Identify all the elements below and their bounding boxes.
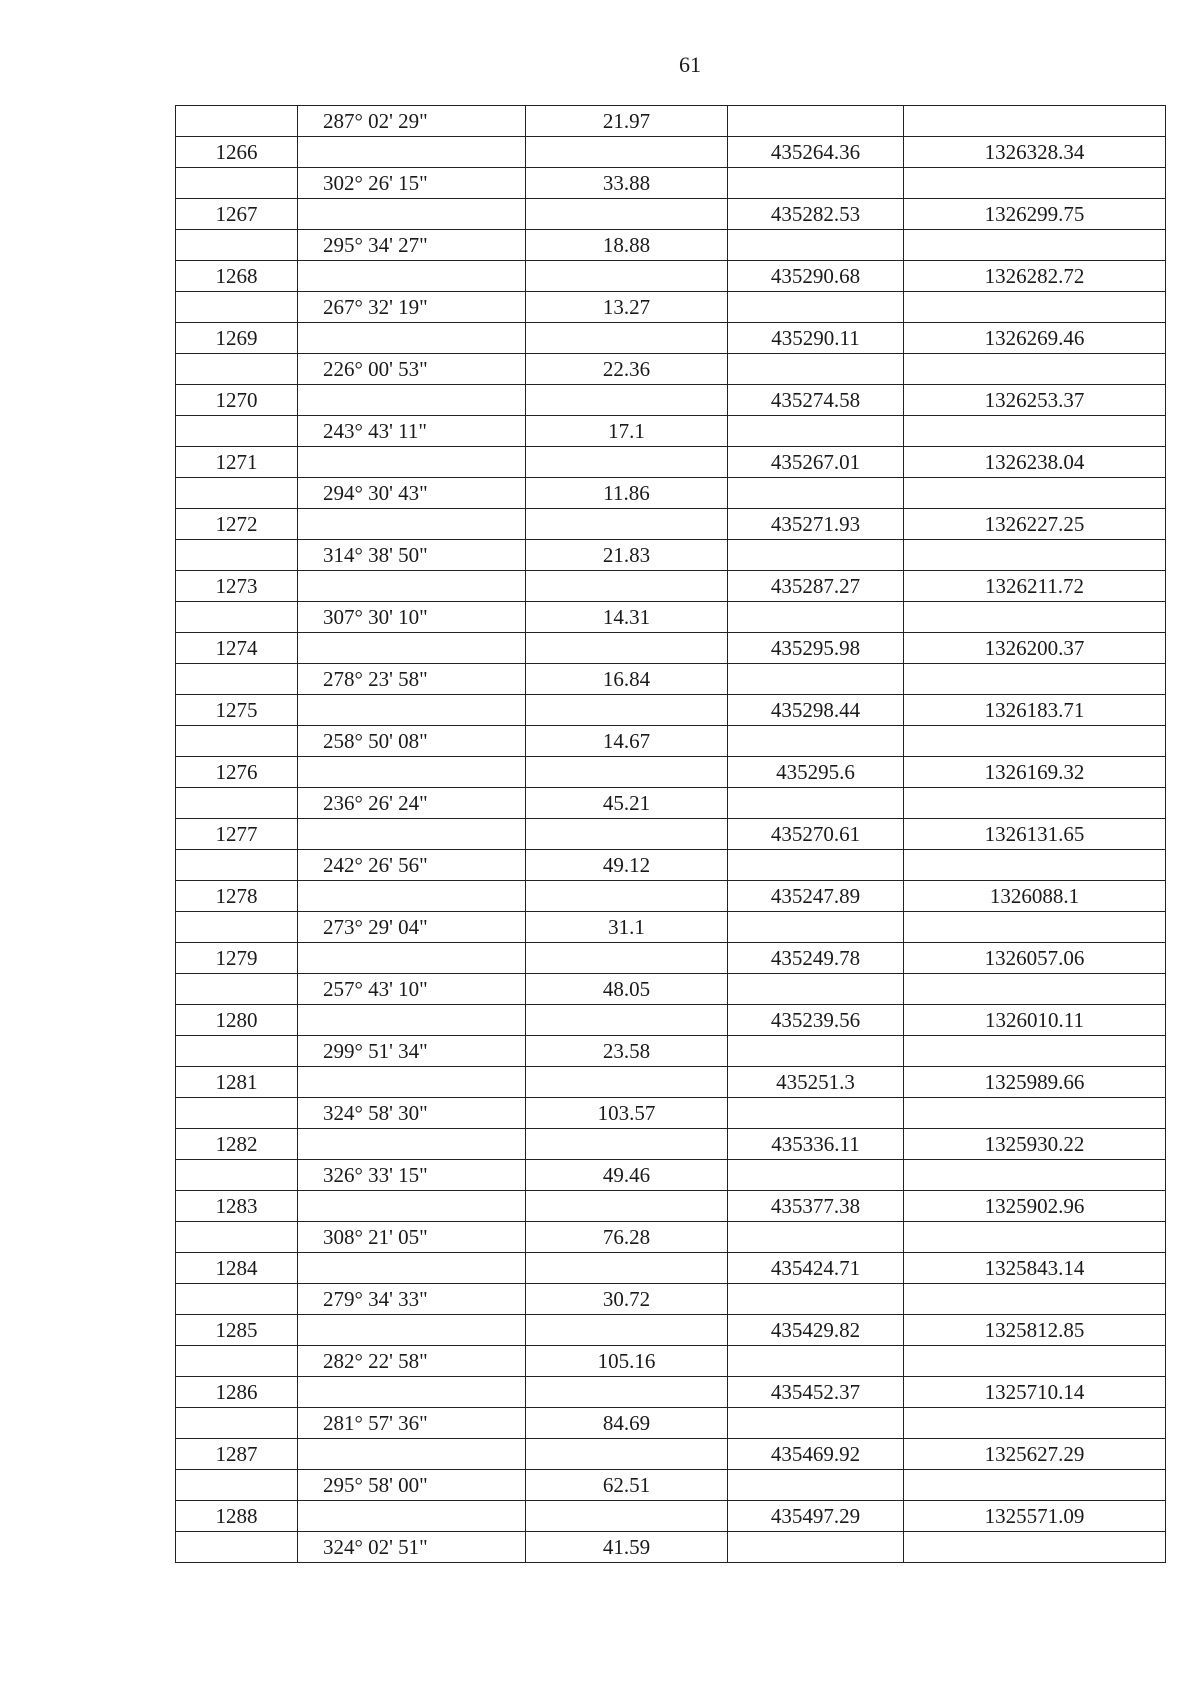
northing-cell: 435424.71: [728, 1253, 904, 1284]
easting-cell: 1326169.32: [904, 757, 1166, 788]
point-id-cell: 1266: [176, 137, 298, 168]
distance-cell: 103.57: [526, 1098, 728, 1129]
northing-cell: 435270.61: [728, 819, 904, 850]
bearing-cell: 302° 26' 15": [298, 168, 526, 199]
point-id-cell: 1280: [176, 1005, 298, 1036]
distance-cell: 14.67: [526, 726, 728, 757]
point-id-cell: 1278: [176, 881, 298, 912]
northing-cell: 435247.89: [728, 881, 904, 912]
empty-cell: [298, 943, 526, 974]
empty-cell: [298, 1191, 526, 1222]
empty-cell: [728, 1098, 904, 1129]
easting-cell: 1326088.1: [904, 881, 1166, 912]
empty-cell: [176, 788, 298, 819]
bearing-cell: 307° 30' 10": [298, 602, 526, 633]
empty-cell: [904, 850, 1166, 881]
empty-cell: [904, 292, 1166, 323]
northing-cell: 435295.6: [728, 757, 904, 788]
northing-cell: 435282.53: [728, 199, 904, 230]
empty-cell: [298, 1253, 526, 1284]
point-id-cell: 1282: [176, 1129, 298, 1160]
northing-cell: 435452.37: [728, 1377, 904, 1408]
empty-cell: [728, 1532, 904, 1563]
point-id-cell: 1275: [176, 695, 298, 726]
empty-cell: [298, 571, 526, 602]
survey-coordinates-table: [175, 105, 1166, 1563]
easting-cell: 1325710.14: [904, 1377, 1166, 1408]
empty-cell: [176, 602, 298, 633]
empty-cell: [298, 199, 526, 230]
empty-cell: [176, 1160, 298, 1191]
empty-cell: [298, 1377, 526, 1408]
point-row: [176, 1377, 1166, 1408]
point-id-cell: 1274: [176, 633, 298, 664]
point-id-cell: 1281: [176, 1067, 298, 1098]
easting-cell: 1326211.72: [904, 571, 1166, 602]
empty-cell: [176, 1098, 298, 1129]
empty-cell: [904, 230, 1166, 261]
distance-cell: 105.16: [526, 1346, 728, 1377]
bearing-cell: 242° 26' 56": [298, 850, 526, 881]
empty-cell: [526, 881, 728, 912]
segment-row: [176, 1160, 1166, 1191]
segment-row: [176, 664, 1166, 695]
survey-table-container: [175, 105, 1165, 1563]
segment-row: [176, 974, 1166, 1005]
empty-cell: [904, 1408, 1166, 1439]
point-row: [176, 1501, 1166, 1532]
empty-cell: [298, 1067, 526, 1098]
northing-cell: 435377.38: [728, 1191, 904, 1222]
point-row: [176, 943, 1166, 974]
northing-cell: 435469.92: [728, 1439, 904, 1470]
empty-cell: [176, 1222, 298, 1253]
easting-cell: 1326269.46: [904, 323, 1166, 354]
segment-row: [176, 540, 1166, 571]
distance-cell: 84.69: [526, 1408, 728, 1439]
empty-cell: [298, 1129, 526, 1160]
empty-cell: [176, 1408, 298, 1439]
empty-cell: [176, 292, 298, 323]
point-row: [176, 447, 1166, 478]
empty-cell: [176, 354, 298, 385]
point-row: [176, 1067, 1166, 1098]
empty-cell: [904, 1222, 1166, 1253]
page-number: 61: [679, 52, 701, 77]
distance-cell: 14.31: [526, 602, 728, 633]
empty-cell: [526, 199, 728, 230]
empty-cell: [904, 168, 1166, 199]
empty-cell: [298, 1005, 526, 1036]
easting-cell: 1326253.37: [904, 385, 1166, 416]
distance-cell: 17.1: [526, 416, 728, 447]
empty-cell: [298, 633, 526, 664]
empty-cell: [298, 1315, 526, 1346]
distance-cell: 76.28: [526, 1222, 728, 1253]
segment-row: [176, 1346, 1166, 1377]
segment-row: [176, 478, 1166, 509]
empty-cell: [176, 912, 298, 943]
empty-cell: [176, 850, 298, 881]
distance-cell: 23.58: [526, 1036, 728, 1067]
point-id-cell: 1283: [176, 1191, 298, 1222]
empty-cell: [728, 1346, 904, 1377]
empty-cell: [298, 323, 526, 354]
bearing-cell: 314° 38' 50": [298, 540, 526, 571]
empty-cell: [728, 1036, 904, 1067]
point-id-cell: 1286: [176, 1377, 298, 1408]
easting-cell: 1325812.85: [904, 1315, 1166, 1346]
empty-cell: [526, 1191, 728, 1222]
empty-cell: [526, 695, 728, 726]
distance-cell: 13.27: [526, 292, 728, 323]
distance-cell: 18.88: [526, 230, 728, 261]
empty-cell: [728, 664, 904, 695]
empty-cell: [298, 819, 526, 850]
northing-cell: 435290.11: [728, 323, 904, 354]
empty-cell: [526, 633, 728, 664]
empty-cell: [526, 447, 728, 478]
distance-cell: 16.84: [526, 664, 728, 695]
easting-cell: 1325843.14: [904, 1253, 1166, 1284]
bearing-cell: 281° 57' 36": [298, 1408, 526, 1439]
distance-cell: 21.97: [526, 106, 728, 137]
empty-cell: [176, 726, 298, 757]
segment-row: [176, 168, 1166, 199]
empty-cell: [526, 323, 728, 354]
empty-cell: [728, 850, 904, 881]
empty-cell: [904, 1098, 1166, 1129]
point-row: [176, 633, 1166, 664]
empty-cell: [904, 726, 1166, 757]
point-id-cell: 1279: [176, 943, 298, 974]
bearing-cell: 273° 29' 04": [298, 912, 526, 943]
easting-cell: 1326131.65: [904, 819, 1166, 850]
empty-cell: [728, 168, 904, 199]
point-row: [176, 509, 1166, 540]
empty-cell: [728, 1284, 904, 1315]
segment-row: [176, 1284, 1166, 1315]
empty-cell: [904, 602, 1166, 633]
empty-cell: [526, 137, 728, 168]
northing-cell: 435429.82: [728, 1315, 904, 1346]
segment-row: [176, 1470, 1166, 1501]
empty-cell: [728, 602, 904, 633]
distance-cell: 49.46: [526, 1160, 728, 1191]
point-row: [176, 323, 1166, 354]
bearing-cell: 295° 34' 27": [298, 230, 526, 261]
empty-cell: [526, 385, 728, 416]
point-id-cell: 1267: [176, 199, 298, 230]
northing-cell: 435239.56: [728, 1005, 904, 1036]
distance-cell: 30.72: [526, 1284, 728, 1315]
bearing-cell: 324° 58' 30": [298, 1098, 526, 1129]
empty-cell: [728, 292, 904, 323]
northing-cell: 435267.01: [728, 447, 904, 478]
segment-row: [176, 602, 1166, 633]
bearing-cell: 326° 33' 15": [298, 1160, 526, 1191]
point-id-cell: 1272: [176, 509, 298, 540]
distance-cell: 21.83: [526, 540, 728, 571]
empty-cell: [298, 757, 526, 788]
northing-cell: 435274.58: [728, 385, 904, 416]
point-id-cell: 1273: [176, 571, 298, 602]
segment-row: [176, 292, 1166, 323]
point-row: [176, 137, 1166, 168]
bearing-cell: 279° 34' 33": [298, 1284, 526, 1315]
easting-cell: 1326238.04: [904, 447, 1166, 478]
empty-cell: [904, 106, 1166, 137]
point-row: [176, 757, 1166, 788]
empty-cell: [728, 540, 904, 571]
empty-cell: [176, 106, 298, 137]
empty-cell: [728, 230, 904, 261]
northing-cell: 435287.27: [728, 571, 904, 602]
empty-cell: [904, 1036, 1166, 1067]
empty-cell: [526, 261, 728, 292]
empty-cell: [526, 819, 728, 850]
empty-cell: [728, 788, 904, 819]
point-row: [176, 695, 1166, 726]
point-row: [176, 1439, 1166, 1470]
empty-cell: [526, 509, 728, 540]
empty-cell: [176, 1470, 298, 1501]
bearing-cell: 287° 02' 29": [298, 106, 526, 137]
empty-cell: [176, 1036, 298, 1067]
northing-cell: 435290.68: [728, 261, 904, 292]
empty-cell: [904, 1284, 1166, 1315]
empty-cell: [298, 695, 526, 726]
empty-cell: [526, 1439, 728, 1470]
empty-cell: [176, 478, 298, 509]
easting-cell: 1325930.22: [904, 1129, 1166, 1160]
point-row: [176, 199, 1166, 230]
northing-cell: 435497.29: [728, 1501, 904, 1532]
easting-cell: 1326299.75: [904, 199, 1166, 230]
point-id-cell: 1277: [176, 819, 298, 850]
empty-cell: [298, 1501, 526, 1532]
empty-cell: [298, 137, 526, 168]
bearing-cell: 308° 21' 05": [298, 1222, 526, 1253]
segment-row: [176, 416, 1166, 447]
empty-cell: [526, 1129, 728, 1160]
empty-cell: [904, 1532, 1166, 1563]
empty-cell: [298, 385, 526, 416]
empty-cell: [176, 974, 298, 1005]
northing-cell: 435336.11: [728, 1129, 904, 1160]
point-id-cell: 1284: [176, 1253, 298, 1284]
easting-cell: 1326183.71: [904, 695, 1166, 726]
empty-cell: [526, 1067, 728, 1098]
empty-cell: [728, 974, 904, 1005]
distance-cell: 41.59: [526, 1532, 728, 1563]
easting-cell: 1326282.72: [904, 261, 1166, 292]
point-id-cell: 1288: [176, 1501, 298, 1532]
empty-cell: [728, 416, 904, 447]
point-row: [176, 1191, 1166, 1222]
empty-cell: [904, 540, 1166, 571]
distance-cell: 48.05: [526, 974, 728, 1005]
bearing-cell: 299° 51' 34": [298, 1036, 526, 1067]
empty-cell: [904, 664, 1166, 695]
empty-cell: [298, 1439, 526, 1470]
point-row: [176, 819, 1166, 850]
point-id-cell: 1287: [176, 1439, 298, 1470]
segment-row: [176, 230, 1166, 261]
empty-cell: [176, 168, 298, 199]
empty-cell: [728, 106, 904, 137]
distance-cell: 31.1: [526, 912, 728, 943]
point-row: [176, 881, 1166, 912]
empty-cell: [728, 912, 904, 943]
segment-row: [176, 912, 1166, 943]
easting-cell: 1325989.66: [904, 1067, 1166, 1098]
easting-cell: 1325571.09: [904, 1501, 1166, 1532]
easting-cell: 1326200.37: [904, 633, 1166, 664]
empty-cell: [904, 354, 1166, 385]
easting-cell: 1326057.06: [904, 943, 1166, 974]
distance-cell: 45.21: [526, 788, 728, 819]
bearing-cell: 282° 22' 58": [298, 1346, 526, 1377]
empty-cell: [526, 757, 728, 788]
empty-cell: [176, 1284, 298, 1315]
segment-row: [176, 726, 1166, 757]
empty-cell: [176, 1346, 298, 1377]
segment-row: [176, 850, 1166, 881]
easting-cell: 1325902.96: [904, 1191, 1166, 1222]
distance-cell: 49.12: [526, 850, 728, 881]
segment-row: [176, 106, 1166, 137]
empty-cell: [904, 974, 1166, 1005]
segment-row: [176, 1408, 1166, 1439]
northing-cell: 435251.3: [728, 1067, 904, 1098]
segment-row: [176, 354, 1166, 385]
easting-cell: 1325627.29: [904, 1439, 1166, 1470]
empty-cell: [904, 416, 1166, 447]
northing-cell: 435298.44: [728, 695, 904, 726]
empty-cell: [298, 509, 526, 540]
segment-row: [176, 1532, 1166, 1563]
empty-cell: [298, 447, 526, 478]
empty-cell: [904, 912, 1166, 943]
bearing-cell: 226° 00' 53": [298, 354, 526, 385]
northing-cell: 435295.98: [728, 633, 904, 664]
distance-cell: 11.86: [526, 478, 728, 509]
easting-cell: 1326328.34: [904, 137, 1166, 168]
bearing-cell: 278° 23' 58": [298, 664, 526, 695]
distance-cell: 22.36: [526, 354, 728, 385]
point-row: [176, 1129, 1166, 1160]
empty-cell: [904, 1346, 1166, 1377]
easting-cell: 1326227.25: [904, 509, 1166, 540]
point-row: [176, 571, 1166, 602]
point-row: [176, 1005, 1166, 1036]
easting-cell: 1326010.11: [904, 1005, 1166, 1036]
segment-row: [176, 788, 1166, 819]
empty-cell: [728, 1408, 904, 1439]
empty-cell: [728, 726, 904, 757]
empty-cell: [526, 1253, 728, 1284]
point-id-cell: 1276: [176, 757, 298, 788]
empty-cell: [176, 416, 298, 447]
point-id-cell: 1268: [176, 261, 298, 292]
empty-cell: [526, 571, 728, 602]
point-id-cell: 1269: [176, 323, 298, 354]
empty-cell: [526, 1377, 728, 1408]
northing-cell: 435271.93: [728, 509, 904, 540]
point-id-cell: 1271: [176, 447, 298, 478]
empty-cell: [526, 1005, 728, 1036]
empty-cell: [728, 478, 904, 509]
empty-cell: [298, 261, 526, 292]
empty-cell: [904, 478, 1166, 509]
empty-cell: [728, 1222, 904, 1253]
empty-cell: [904, 1470, 1166, 1501]
point-row: [176, 1253, 1166, 1284]
bearing-cell: 294° 30' 43": [298, 478, 526, 509]
distance-cell: 62.51: [526, 1470, 728, 1501]
empty-cell: [176, 540, 298, 571]
survey-table-body: [176, 106, 1166, 1563]
empty-cell: [728, 1470, 904, 1501]
empty-cell: [298, 881, 526, 912]
segment-row: [176, 1098, 1166, 1129]
point-id-cell: 1270: [176, 385, 298, 416]
bearing-cell: 295° 58' 00": [298, 1470, 526, 1501]
point-row: [176, 385, 1166, 416]
bearing-cell: 267° 32' 19": [298, 292, 526, 323]
empty-cell: [526, 1501, 728, 1532]
bearing-cell: 257° 43' 10": [298, 974, 526, 1005]
empty-cell: [176, 230, 298, 261]
segment-row: [176, 1222, 1166, 1253]
empty-cell: [728, 1160, 904, 1191]
empty-cell: [176, 1532, 298, 1563]
bearing-cell: 243° 43' 11": [298, 416, 526, 447]
segment-row: [176, 1036, 1166, 1067]
empty-cell: [526, 1315, 728, 1346]
northing-cell: 435249.78: [728, 943, 904, 974]
point-row: [176, 261, 1166, 292]
empty-cell: [728, 354, 904, 385]
point-id-cell: 1285: [176, 1315, 298, 1346]
northing-cell: 435264.36: [728, 137, 904, 168]
empty-cell: [904, 788, 1166, 819]
point-row: [176, 1315, 1166, 1346]
bearing-cell: 324° 02' 51": [298, 1532, 526, 1563]
bearing-cell: 258° 50' 08": [298, 726, 526, 757]
empty-cell: [904, 1160, 1166, 1191]
distance-cell: 33.88: [526, 168, 728, 199]
empty-cell: [526, 943, 728, 974]
bearing-cell: 236° 26' 24": [298, 788, 526, 819]
empty-cell: [176, 664, 298, 695]
